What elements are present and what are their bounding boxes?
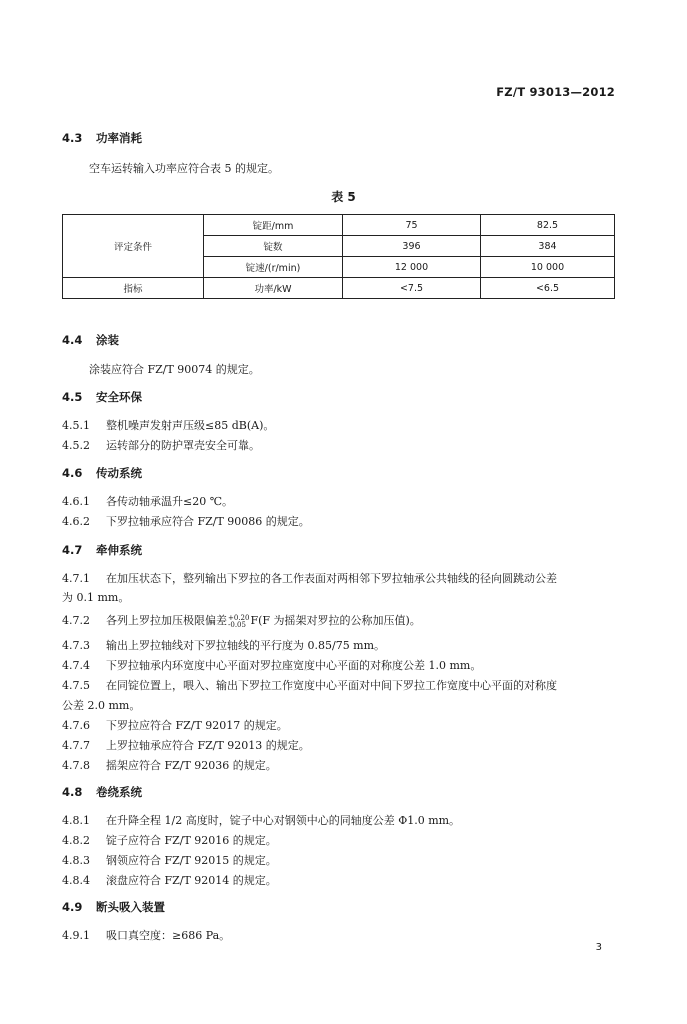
table-cell: <7.5	[343, 278, 481, 299]
table-cell: 12 000	[343, 257, 481, 278]
table-cell: 10 000	[481, 257, 615, 278]
item-4-7-3: 4.7.3 输出上罗拉轴线对下罗拉轴线的平行度为 0.85/75 mm。	[62, 639, 386, 652]
standard-code: FZ/T 93013—2012	[496, 85, 615, 99]
item-4-6-2: 4.6.2 下罗拉轴承应符合 FZ/T 90086 的规定。	[62, 515, 310, 528]
section-number: 4.6	[62, 466, 83, 480]
tolerance: +0.20 -0.05	[228, 614, 250, 629]
section-number: 4.9	[62, 900, 83, 914]
section-4-7-heading	[62, 542, 142, 558]
section-number: 4.7	[62, 543, 83, 557]
item-4-7-2: 4.7.2 各列上罗拉加压极限偏差+0.20 -0.05 F(F 为摇架对罗拉的公称加压值)。	[62, 614, 421, 629]
item-4-7-5: 4.7.5 在同锭位置上，喂入、输出下罗拉工作宽度中心平面对中间下罗拉工作宽度中心平面的对称度	[62, 679, 557, 692]
item-4-7-1-cont: 为 0.1 mm。	[62, 591, 130, 604]
table-row	[63, 278, 615, 299]
section-4-9-heading	[62, 899, 165, 915]
section-number: 4.3	[62, 131, 83, 145]
table-cell: <6.5	[481, 278, 615, 299]
section-4-4-text: 涂装应符合 FZ/T 90074 的规定。	[89, 363, 260, 376]
table-5	[62, 214, 615, 299]
table-row-label: 功率/kW	[204, 278, 343, 299]
item-4-6-1: 4.6.1 各传动轴承温升≤20 ℃。	[62, 495, 234, 508]
section-4-4-heading	[62, 332, 119, 348]
section-number: 4.5	[62, 390, 83, 404]
item-4-8-2: 4.8.2 锭子应符合 FZ/T 92016 的规定。	[62, 834, 277, 847]
table-row	[63, 215, 615, 236]
item-4-7-8: 4.7.8 摇架应符合 FZ/T 92036 的规定。	[62, 759, 277, 772]
table-row-label: 锭数	[204, 236, 343, 257]
section-4-5-heading	[62, 389, 142, 405]
section-4-8-heading	[62, 784, 142, 800]
section-title: 卷绕系统	[96, 785, 142, 799]
table-cell: 75	[343, 215, 481, 236]
section-title: 涂装	[96, 333, 119, 347]
table-5-title: 表 5	[331, 190, 356, 204]
page-number: 3	[595, 942, 602, 953]
section-4-3-text: 空车运转输入功率应符合表 5 的规定。	[89, 162, 279, 175]
section-title: 传动系统	[96, 466, 142, 480]
item-4-7-5-cont: 公差 2.0 mm。	[62, 699, 141, 712]
item-4-7-4: 4.7.4 下罗拉轴承内环宽度中心平面对罗拉座宽度中心平面的对称度公差 1.0 mm。	[62, 659, 482, 672]
table-cell: 384	[481, 236, 615, 257]
section-title: 牵伸系统	[96, 543, 142, 557]
item-4-9-1: 4.9.1 吸口真空度：≥686 Pa。	[62, 929, 231, 942]
item-4-5-1: 4.5.1 整机噪声发射声压级≤85 dB(A)。	[62, 419, 275, 432]
item-4-8-1: 4.8.1 在升降全程 1/2 高度时，锭子中心对钢领中心的同轴度公差 Φ1.0 mm。	[62, 814, 461, 827]
item-4-7-7: 4.7.7 上罗拉轴承应符合 FZ/T 92013 的规定。	[62, 739, 310, 752]
table-cell: 82.5	[481, 215, 615, 236]
item-4-8-3: 4.8.3 钢领应符合 FZ/T 92015 的规定。	[62, 854, 277, 867]
table-row-label: 锭距/mm	[204, 215, 343, 236]
table-indicator-label: 指标	[63, 278, 204, 299]
section-number: 4.4	[62, 333, 83, 347]
item-4-7-6: 4.7.6 下罗拉应符合 FZ/T 92017 的规定。	[62, 719, 288, 732]
section-title: 断头吸入装置	[96, 900, 165, 914]
section-4-3-heading	[62, 130, 142, 146]
item-4-8-4: 4.8.4 滚盘应符合 FZ/T 92014 的规定。	[62, 874, 277, 887]
item-4-7-1: 4.7.1 在加压状态下，整列输出下罗拉的各工作表面对两相邻下罗拉轴承公共轴线的径向圆跳动公差	[62, 572, 557, 585]
section-number: 4.8	[62, 785, 83, 799]
section-title: 功率消耗	[96, 131, 142, 145]
section-title: 安全环保	[96, 390, 142, 404]
table-group-label: 评定条件	[63, 215, 204, 278]
table-cell: 396	[343, 236, 481, 257]
item-4-5-2: 4.5.2 运转部分的防护罩壳安全可靠。	[62, 439, 260, 452]
table-row-label: 锭速/(r/min)	[204, 257, 343, 278]
section-4-6-heading	[62, 465, 142, 481]
